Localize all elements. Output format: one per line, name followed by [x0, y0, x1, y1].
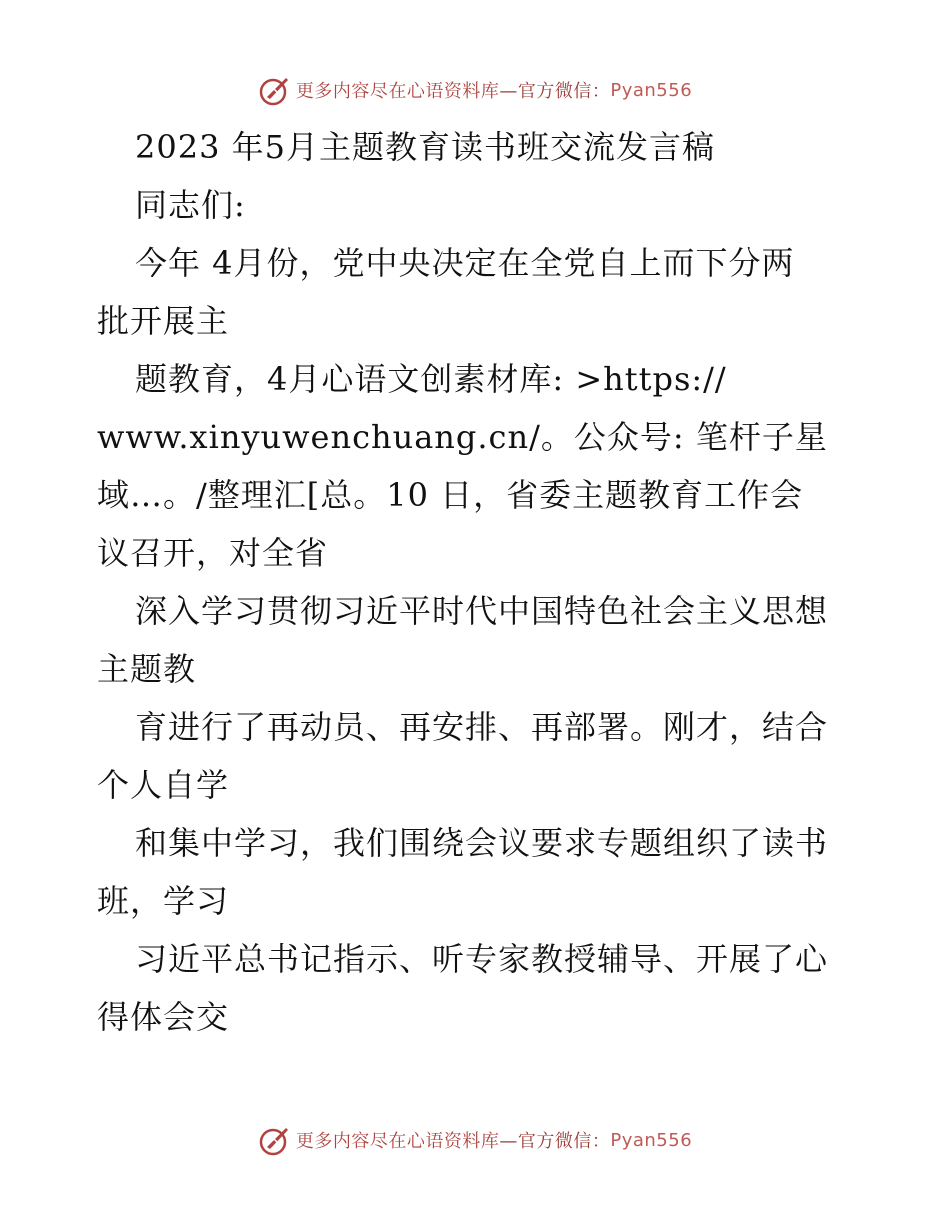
paragraph-line: 批开展主 — [97, 302, 230, 340]
paragraph-line: 得体会交 — [97, 998, 230, 1036]
paragraph-line: 域…。/整理汇[总。10 日，省委主题教育工作会 — [97, 476, 804, 514]
watermark-wechat-id: Pyan556 — [610, 79, 693, 101]
paragraph-line: 个人自学 — [97, 766, 230, 804]
paragraph-line: 和集中学习，我们围绕会议要求专题组织了读书 — [135, 824, 829, 862]
paragraph-line: 习近平总书记指示、听专家教授辅导、开展了心 — [135, 940, 829, 978]
paragraph-line: 今年 4月份，党中央决定在全党自上而下分两 — [135, 244, 795, 282]
watermark-text: 更多内容尽在心语资料库 — [295, 1131, 500, 1152]
footer-watermark — [0, 1120, 950, 1160]
paragraph-line: 主题教 — [97, 650, 197, 688]
watermark-text: 更多内容尽在心语资料库 — [295, 81, 500, 102]
watermark-wechat-id: Pyan556 — [610, 1129, 693, 1151]
paragraph-line: 题教育，4月心语文创素材库: >https:// — [135, 360, 727, 398]
quill-logo-icon — [258, 1123, 292, 1157]
watermark-separator: —官方微信： — [499, 1131, 611, 1152]
watermark-separator: —官方微信： — [499, 81, 611, 102]
paragraph-line: www.xinyuwenchuang.cn/。公众号: 笔杆子星 — [97, 418, 828, 456]
paragraph-line: 深入学习贯彻习近平时代中国特色社会主义思想 — [135, 592, 829, 630]
paragraph-line: 议召开，对全省 — [97, 534, 329, 572]
quill-logo-icon — [258, 73, 292, 107]
document-body — [97, 118, 857, 1046]
document-title: 2023 年5月主题教育读书班交流发言稿 — [135, 128, 715, 166]
paragraph-line: 班，学习 — [97, 882, 230, 920]
paragraph-line: 育进行了再动员、再安排、再部署。刚才，结合 — [135, 708, 829, 746]
salutation: 同志们: — [135, 186, 246, 224]
header-watermark — [0, 70, 950, 110]
